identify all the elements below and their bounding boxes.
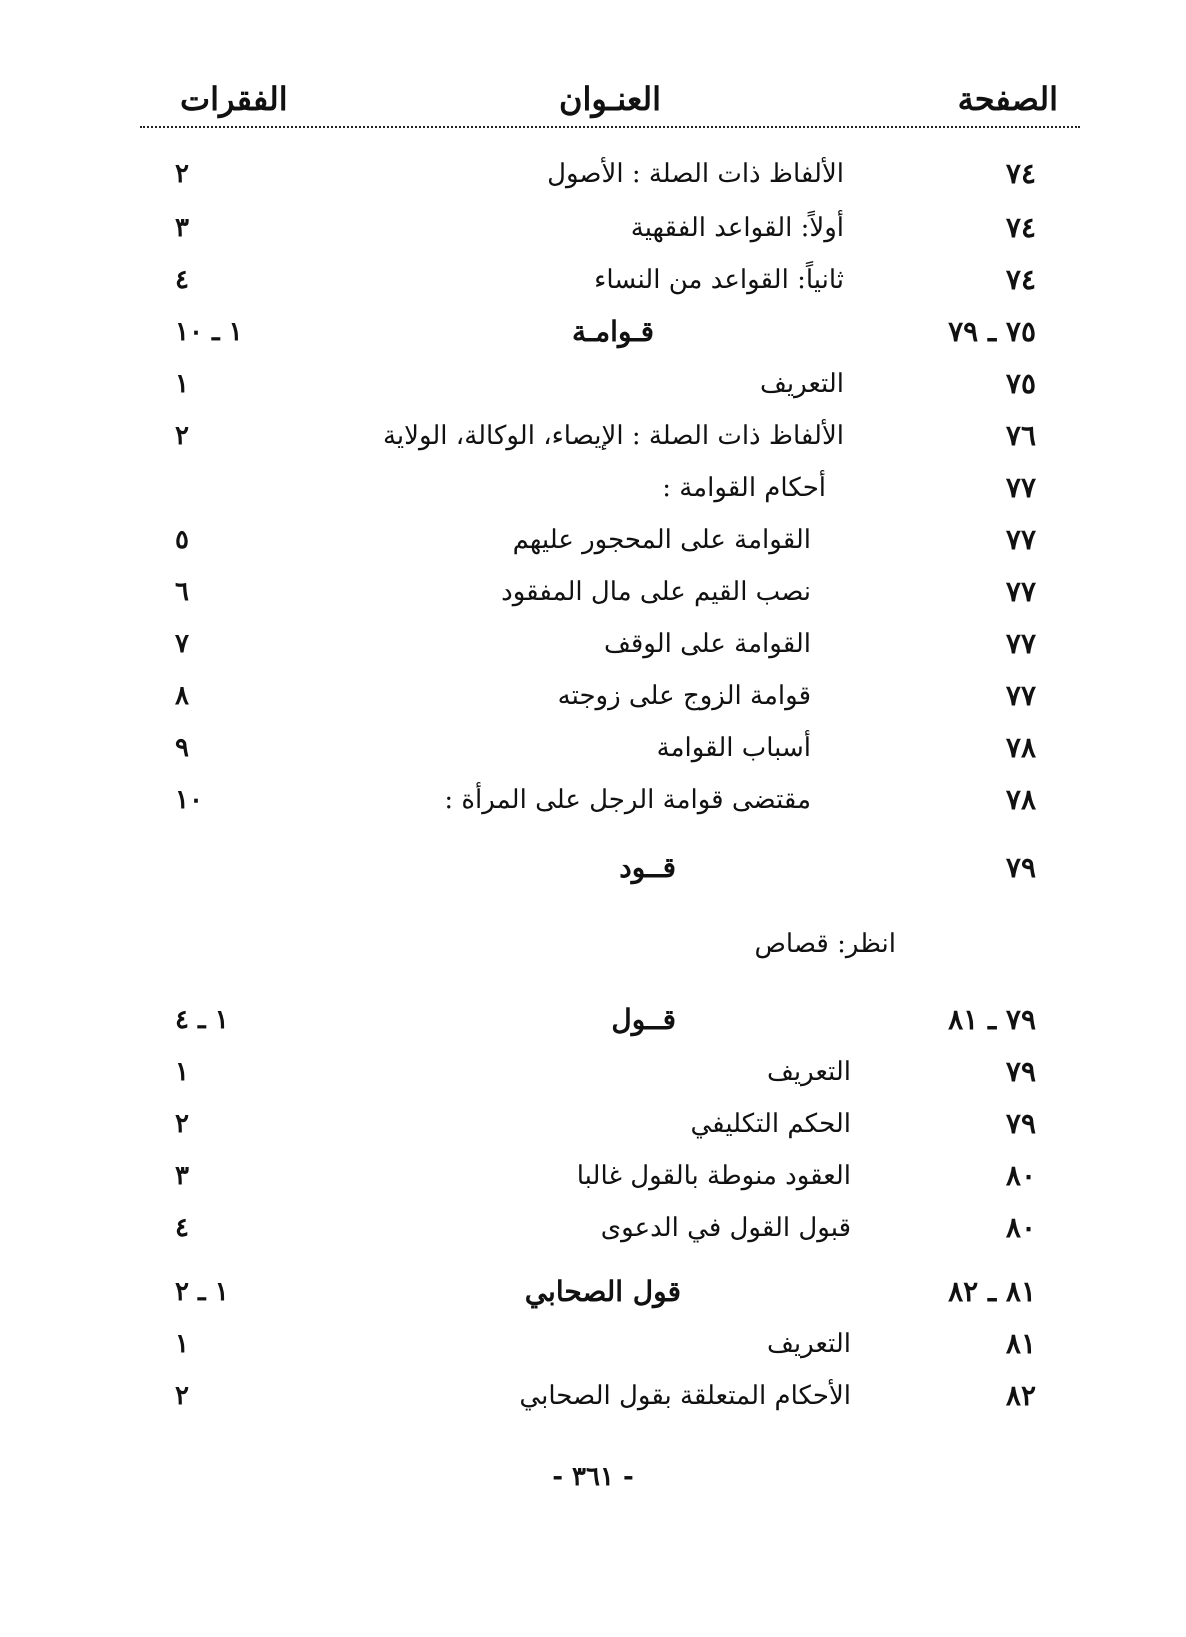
row-page: ٨٠ [1005, 1211, 1036, 1244]
index-row-heading [0, 1268, 1186, 1316]
row-paragraphs: ٩ [175, 733, 189, 763]
row-paragraphs: ٢ [175, 421, 189, 451]
row-page: ٧٥ [1005, 367, 1036, 400]
index-row [0, 150, 1186, 198]
index-row [0, 1048, 1186, 1096]
row-page: ٧٧ [1005, 471, 1036, 504]
index-row-crossref [0, 920, 1186, 968]
row-title: قوامة الزوج على زوجته [557, 681, 811, 711]
index-row [0, 1204, 1186, 1252]
row-title: أسباب القوامة [656, 733, 811, 763]
index-row [0, 620, 1186, 668]
row-paragraphs: ٤ [175, 265, 189, 295]
row-page: ٧٩ [1005, 1055, 1036, 1088]
index-row-heading [0, 996, 1186, 1044]
index-row-heading [0, 308, 1186, 356]
row-title: القوامة على المحجور عليهم [512, 525, 811, 555]
index-row [0, 256, 1186, 304]
page-number: - ٣٦١ - [552, 1462, 634, 1492]
row-page: ٧٧ [1005, 679, 1036, 712]
title-column-header: العنـوان [558, 80, 662, 118]
row-page: ٨١ [1005, 1327, 1036, 1360]
row-page: ٨٢ [1005, 1379, 1036, 1412]
table-header [140, 72, 1080, 128]
row-page: ٧٤ [1005, 157, 1036, 190]
index-row [0, 776, 1186, 824]
index-row [0, 204, 1186, 252]
row-paragraphs: ١ [175, 369, 189, 399]
index-row [0, 1320, 1186, 1368]
row-title: قبول القول في الدعوى [600, 1213, 851, 1243]
row-title: انظر: قصاص [754, 929, 896, 959]
row-page: ٧٨ [1005, 731, 1036, 764]
row-paragraphs: ٨ [175, 681, 189, 711]
row-page: ٧٧ [1005, 627, 1036, 660]
row-title: نصب القيم على مال المفقود [501, 577, 811, 607]
row-paragraphs: ٥ [175, 525, 189, 555]
row-title: الأحكام المتعلقة بقول الصحابي [519, 1381, 851, 1411]
row-page: ٧٩ ـ ٨١ [948, 1003, 1036, 1036]
row-title: العقود منوطة بالقول غالبا [576, 1161, 851, 1191]
row-paragraphs: ١ ـ ٢ [175, 1277, 229, 1307]
row-page: ٨٠ [1005, 1159, 1036, 1192]
index-row [0, 1372, 1186, 1420]
row-paragraphs: ٣ [175, 213, 189, 243]
row-paragraphs: ٤ [175, 1213, 189, 1243]
row-page: ٧٩ [1005, 1107, 1036, 1140]
row-page: ٧٤ [1005, 211, 1036, 244]
row-title: قــود [619, 851, 676, 884]
row-title: قول الصحابي [524, 1275, 681, 1308]
row-title: الألفاظ ذات الصلة : الإيصاء، الوكالة، الولاية [382, 421, 844, 451]
row-page: ٧٤ [1005, 263, 1036, 296]
row-paragraphs: ١ [175, 1329, 189, 1359]
row-title: مقتضى قوامة الرجل على المرأة : [444, 785, 811, 815]
row-page: ٧٧ [1005, 523, 1036, 556]
row-paragraphs: ٦ [175, 577, 189, 607]
row-title: الألفاظ ذات الصلة : الأصول [547, 159, 844, 189]
row-page: ٨١ ـ ٨٢ [948, 1275, 1036, 1308]
row-paragraphs: ٢ [175, 1381, 189, 1411]
row-title: التعريف [766, 1057, 851, 1087]
row-paragraphs: ٢ [175, 1109, 189, 1139]
row-paragraphs: ١ ـ ٤ [175, 1005, 229, 1035]
index-row [0, 1100, 1186, 1148]
index-row [0, 516, 1186, 564]
row-paragraphs: ١ [175, 1057, 189, 1087]
row-title: التعريف [766, 1329, 851, 1359]
index-row [0, 568, 1186, 616]
row-title: ثانياً: القواعد من النساء [594, 265, 844, 295]
row-title: القوامة على الوقف [603, 629, 811, 659]
index-row [0, 412, 1186, 460]
row-title: قـوامـة [571, 315, 654, 348]
index-row [0, 360, 1186, 408]
row-page: ٧٦ [1005, 419, 1036, 452]
row-page: ٧٧ [1005, 575, 1036, 608]
page-column-header: الصفحة [957, 80, 1058, 118]
index-row-heading [0, 844, 1186, 892]
row-paragraphs: ٧ [175, 629, 189, 659]
row-page: ٧٨ [1005, 783, 1036, 816]
row-title: قــول [611, 1003, 676, 1036]
index-row [0, 724, 1186, 772]
row-paragraphs: ٢ [175, 159, 189, 189]
row-paragraphs: ١٠ [175, 785, 203, 815]
row-title: الحكم التكليفي [690, 1109, 851, 1139]
row-page: ٧٥ ـ ٧٩ [948, 315, 1036, 348]
index-row [0, 672, 1186, 720]
index-row-subheading [0, 464, 1186, 512]
row-page: ٧٩ [1005, 851, 1036, 884]
row-title: أولاً: القواعد الفقهية [630, 213, 844, 243]
paragraphs-column-header: الفقرات [180, 80, 288, 118]
row-paragraphs: ٣ [175, 1161, 189, 1191]
index-row [0, 1152, 1186, 1200]
row-paragraphs: ١ ـ ١٠ [175, 317, 243, 347]
row-title: التعريف [759, 369, 844, 399]
row-title: أحكام القوامة : [662, 473, 826, 503]
